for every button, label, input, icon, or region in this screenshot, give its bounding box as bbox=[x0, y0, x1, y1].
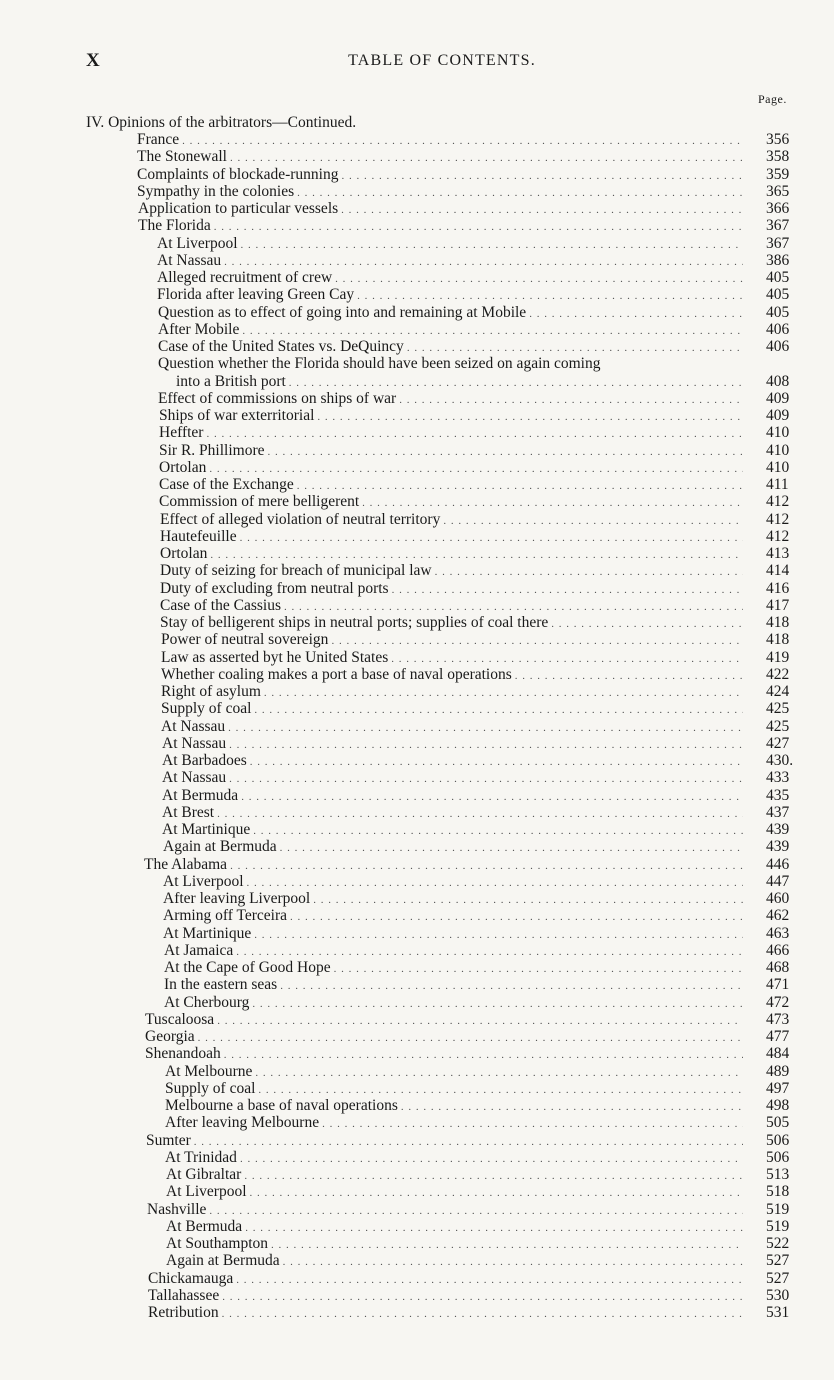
toc-entry-label: At Jamaica bbox=[164, 941, 234, 959]
toc-entry bbox=[166, 1166, 746, 1183]
toc-entry-label: Nashville bbox=[147, 1200, 207, 1218]
toc-entry bbox=[165, 1114, 746, 1131]
toc-entry-label: At Nassau bbox=[161, 717, 226, 735]
toc-entry-label: Effect of commissions on ships of war bbox=[158, 389, 397, 407]
page-header bbox=[0, 50, 834, 74]
toc-entry bbox=[165, 1149, 746, 1166]
toc-entry-page: 433 bbox=[766, 769, 790, 787]
toc-entry-page: 409 bbox=[766, 389, 790, 407]
toc-entry-label: Tallahassee bbox=[148, 1286, 220, 1304]
toc-entry bbox=[161, 683, 746, 700]
toc-entry bbox=[137, 131, 746, 148]
toc-entry-page: 418 bbox=[766, 614, 790, 631]
toc-entry-label: At Bermuda bbox=[162, 786, 239, 804]
toc-entry bbox=[162, 769, 746, 786]
toc-entry-page: 468 bbox=[766, 959, 790, 976]
toc-entry-label: Florida after leaving Green Cay bbox=[157, 286, 355, 304]
toc-entry-page: 416 bbox=[766, 579, 790, 597]
toc-entry-label: At Barbadoes bbox=[162, 752, 247, 769]
toc-entry-page: 446 bbox=[766, 855, 790, 873]
toc-entry-label: At Southampton bbox=[166, 1235, 269, 1252]
toc-entry bbox=[162, 804, 746, 821]
toc-entry bbox=[137, 166, 746, 183]
toc-entry-page: 366 bbox=[766, 200, 790, 217]
toc-entry-page: 365 bbox=[766, 182, 790, 200]
toc-entry bbox=[145, 1028, 746, 1045]
toc-entry-label: Power of neutral sovereign bbox=[161, 631, 329, 649]
toc-entry-label: Melbourne a base of naval operations bbox=[165, 1097, 398, 1114]
toc-entry-page: 447 bbox=[766, 872, 790, 890]
toc-entry-page: 497 bbox=[766, 1079, 790, 1097]
section-heading: IV. Opinions of the arbitrators—Continued. bbox=[86, 114, 357, 131]
toc-entry-label: Arming off Terceira bbox=[163, 907, 288, 925]
toc-entry bbox=[161, 649, 746, 666]
toc-entry-label: Sir R. Phillimore bbox=[159, 441, 265, 459]
toc-entry-label: Duty of excluding from neutral ports bbox=[160, 579, 389, 597]
toc-entry bbox=[147, 1201, 746, 1218]
toc-entry bbox=[165, 1097, 746, 1114]
toc-entry bbox=[160, 614, 746, 631]
toc-entry-label: Whether coaling makes a port a base of naval operations bbox=[161, 665, 512, 683]
toc-entry-page: 519 bbox=[766, 1200, 790, 1218]
toc-entry bbox=[161, 718, 746, 735]
toc-entry-label: The Alabama bbox=[144, 855, 228, 873]
toc-entry-label: Georgia bbox=[145, 1028, 195, 1045]
toc-entry bbox=[158, 390, 746, 407]
toc-entry-page: 477 bbox=[766, 1028, 790, 1045]
toc-entry-page: 437 bbox=[766, 803, 790, 821]
toc-entry bbox=[164, 994, 746, 1011]
toc-entry-page: 460 bbox=[766, 890, 790, 907]
toc-entry-page: 410 bbox=[766, 458, 790, 476]
toc-entry-page: 367 bbox=[766, 234, 790, 252]
toc-entry bbox=[137, 183, 746, 200]
toc-entry bbox=[137, 148, 746, 165]
toc-entry bbox=[161, 631, 746, 648]
toc-entry bbox=[148, 1270, 746, 1287]
toc-entry bbox=[165, 1080, 746, 1097]
toc-entry-label: Sumter bbox=[146, 1131, 191, 1149]
toc-entry-page: 413 bbox=[766, 545, 790, 562]
toc-entry-page: 422 bbox=[766, 665, 790, 683]
toc-entry-page: 417 bbox=[766, 596, 790, 614]
toc-entry-page: 358 bbox=[766, 148, 790, 166]
toc-entry bbox=[166, 1183, 746, 1200]
toc-entry bbox=[159, 407, 746, 424]
toc-entry bbox=[166, 1235, 746, 1252]
toc-entry-page: 386 bbox=[766, 251, 790, 269]
toc-entry bbox=[160, 511, 746, 528]
toc-entry-page: 405 bbox=[766, 269, 790, 286]
toc-entry-label: into a British port bbox=[176, 372, 286, 390]
toc-entry-page: 505 bbox=[766, 1114, 790, 1132]
toc-entry-page: 419 bbox=[766, 648, 790, 666]
toc-entry-label: Right of asylum bbox=[161, 683, 261, 700]
toc-entry-label: At Liverpool bbox=[157, 234, 238, 252]
toc-entry bbox=[158, 304, 746, 321]
toc-entry bbox=[158, 355, 748, 372]
toc-entry-page: 513 bbox=[766, 1166, 790, 1183]
toc-entry-label: Complaints of blockade-running bbox=[137, 165, 339, 183]
toc-entry-label: Ortolan bbox=[160, 545, 208, 562]
toc-entry-page: 410 bbox=[766, 424, 790, 442]
toc-entry-page: 424 bbox=[766, 683, 790, 700]
toc-entry-page: 519 bbox=[766, 1217, 790, 1235]
toc-entry-page: 473 bbox=[766, 1010, 790, 1028]
page-title: TABLE OF CONTENTS. bbox=[348, 52, 536, 69]
toc-entry-label: After leaving Liverpool bbox=[163, 890, 311, 907]
toc-entry-page: 414 bbox=[766, 562, 790, 580]
toc-entry-label: Case of the United States vs. DeQuincy bbox=[158, 338, 404, 355]
toc-entry bbox=[164, 959, 746, 976]
toc-entry-label: Application to particular vessels bbox=[138, 200, 339, 217]
toc-entry bbox=[161, 666, 746, 683]
toc-entry-page: 425 bbox=[766, 717, 790, 735]
toc-entry-label: At Martinique bbox=[162, 821, 251, 838]
toc-entry bbox=[159, 476, 746, 493]
toc-entry-page: 412 bbox=[766, 493, 790, 511]
toc-entry bbox=[164, 942, 746, 959]
toc-entry bbox=[163, 907, 746, 924]
toc-entry bbox=[160, 545, 746, 562]
toc-entry-label: Chickamauga bbox=[148, 1269, 234, 1287]
toc-entry bbox=[144, 856, 746, 873]
toc-entry bbox=[158, 321, 746, 338]
toc-entry-label: Again at Bermuda bbox=[166, 1252, 280, 1270]
toc-entry bbox=[157, 286, 746, 303]
toc-entry bbox=[166, 1252, 746, 1269]
toc-entry-label: Commission of mere belligerent bbox=[159, 493, 360, 511]
toc-entry bbox=[145, 1045, 746, 1062]
toc-entry bbox=[159, 493, 746, 510]
toc-entry bbox=[158, 338, 746, 355]
toc-entry-page: 472 bbox=[766, 993, 790, 1011]
toc-entry-page: 463 bbox=[766, 924, 790, 942]
toc-entry-label: At Nassau bbox=[157, 251, 222, 269]
toc-entry bbox=[164, 976, 746, 993]
toc-entry-label: Case of the Cassius bbox=[160, 596, 281, 614]
toc-entry-page: 410 bbox=[766, 441, 790, 459]
toc-entry-label: After Mobile bbox=[158, 320, 240, 338]
toc-entry-label: Heffter bbox=[159, 424, 204, 442]
toc-entry-label: Stay of belligerent ships in neutral ports; supplies of coal there bbox=[160, 614, 549, 631]
toc-entry-page: 418 bbox=[766, 631, 790, 649]
toc-entry-page: 498 bbox=[766, 1097, 790, 1114]
toc-entry bbox=[148, 1304, 746, 1321]
toc-entry-label: The Stonewall bbox=[137, 148, 227, 166]
toc-entry-label: Case of the Exchange bbox=[159, 476, 294, 493]
toc-entry-page: 425 bbox=[766, 700, 790, 718]
toc-entry-label: After leaving Melbourne bbox=[165, 1114, 320, 1132]
toc-entry-label: At Nassau bbox=[162, 769, 227, 787]
toc-entry bbox=[165, 1063, 746, 1080]
toc-entry bbox=[162, 735, 746, 752]
toc-entry bbox=[166, 1218, 746, 1235]
toc-entry-page: 518 bbox=[766, 1183, 790, 1201]
toc-entry-label: Alleged recruitment of crew bbox=[157, 269, 333, 286]
toc-entry bbox=[163, 838, 746, 855]
toc-entry-page: 405 bbox=[766, 286, 790, 304]
toc-entry bbox=[146, 1132, 746, 1149]
toc-entry bbox=[176, 373, 746, 390]
toc-entry-page: 405 bbox=[766, 303, 790, 321]
toc-entry-page: 530 bbox=[766, 1286, 790, 1304]
toc-entry-page: 435 bbox=[766, 786, 790, 804]
toc-entry-page: 412 bbox=[766, 510, 790, 528]
toc-entry bbox=[163, 890, 746, 907]
toc-entry bbox=[160, 597, 746, 614]
toc-entry-page: 506 bbox=[766, 1148, 790, 1166]
toc-entry-page: 356 bbox=[766, 131, 790, 148]
toc-entry-label: At Liverpool bbox=[166, 1183, 247, 1201]
toc-entry-label: Tuscaloosa bbox=[145, 1010, 215, 1028]
toc-entry-label: At Nassau bbox=[162, 734, 227, 752]
toc-entry-page: 489 bbox=[766, 1062, 790, 1080]
toc-entry bbox=[148, 1287, 746, 1304]
toc-entry-label: At Melbourne bbox=[165, 1062, 253, 1080]
toc-entry-page: 408 bbox=[766, 372, 790, 390]
toc-entry-label: Shenandoah bbox=[145, 1045, 221, 1063]
toc-entry-label: Retribution bbox=[148, 1304, 219, 1321]
toc-entry-label: Effect of alleged violation of neutral territory bbox=[160, 510, 441, 528]
toc-entry bbox=[162, 787, 746, 804]
toc-entry-label: At Trinidad bbox=[165, 1148, 237, 1166]
toc-entry-page: 427 bbox=[766, 734, 790, 752]
toc-entry-label: At the Cape of Good Hope bbox=[164, 959, 331, 976]
toc-entry bbox=[159, 442, 746, 459]
toc-entry-label: Supply of coal bbox=[165, 1079, 256, 1097]
toc-entry-label: At Martinique bbox=[163, 924, 252, 942]
toc-entry-label: The Florida bbox=[138, 217, 211, 235]
toc-entry-page: 522 bbox=[766, 1235, 790, 1252]
toc-entry bbox=[160, 528, 746, 545]
toc-entry-label: Question as to effect of going into and remaining at Mobile bbox=[158, 303, 527, 321]
toc-entry-label: Law as asserted byt he United States bbox=[161, 648, 389, 666]
toc-entry bbox=[160, 580, 746, 597]
toc-entry-page: 527 bbox=[766, 1269, 790, 1287]
toc-entry-page: 367 bbox=[766, 217, 790, 235]
toc-entry-page: 471 bbox=[766, 976, 790, 994]
toc-entry bbox=[138, 200, 746, 217]
toc-entry-label: Sympathy in the colonies bbox=[137, 182, 295, 200]
toc-entry bbox=[162, 752, 746, 769]
toc-entry bbox=[161, 700, 746, 717]
toc-entry-page: 466 bbox=[766, 941, 790, 959]
toc-entry bbox=[159, 424, 746, 441]
toc-entry bbox=[157, 269, 746, 286]
toc-entry-label: Hautefeuille bbox=[160, 527, 237, 545]
toc-entry-page: 359 bbox=[766, 165, 790, 183]
toc-entry bbox=[145, 1011, 746, 1028]
toc-entry-label: At Brest bbox=[162, 803, 215, 821]
toc-entry-page: 506 bbox=[766, 1131, 790, 1149]
toc-entry-label: France bbox=[137, 131, 180, 148]
page-number: X bbox=[86, 50, 100, 71]
toc-entry bbox=[157, 235, 746, 252]
page-column-label: Page. bbox=[758, 92, 787, 106]
toc-entry bbox=[163, 925, 746, 942]
toc-entry-page: 484 bbox=[766, 1045, 790, 1063]
toc-entry bbox=[159, 459, 746, 476]
toc-entry-page: 406 bbox=[766, 320, 790, 338]
toc-entry bbox=[160, 562, 746, 579]
toc-entry-label: At Cherbourg bbox=[164, 993, 250, 1011]
toc-entry bbox=[163, 873, 746, 890]
toc-entry-label: At Gibraltar bbox=[166, 1166, 242, 1183]
toc-entry-page: 430. bbox=[766, 752, 794, 769]
toc-entry-page: 411 bbox=[766, 476, 789, 493]
toc-entry-page: 406 bbox=[766, 338, 790, 355]
toc-entry-label: In the eastern seas bbox=[164, 976, 278, 994]
toc-entry-page: 409 bbox=[766, 407, 790, 424]
toc-entry-label: Again at Bermuda bbox=[163, 838, 277, 856]
toc-entry-label: At Liverpool bbox=[163, 872, 244, 890]
toc-entry-page: 531 bbox=[766, 1304, 790, 1321]
dot-leader bbox=[222, 1306, 743, 1323]
toc-entry-page: 462 bbox=[766, 907, 790, 925]
toc-entry-label: Question whether the Florida should have been seized on again coming bbox=[158, 355, 601, 373]
toc-entry-label: Ortolan bbox=[159, 458, 207, 476]
toc-entry-label: At Bermuda bbox=[166, 1217, 243, 1235]
toc-entry-page: 439 bbox=[766, 821, 790, 838]
toc-entry-page: 439 bbox=[766, 838, 790, 856]
toc-entry bbox=[157, 252, 746, 269]
toc-entry-label: Supply of coal bbox=[161, 700, 252, 718]
toc-entry-label: Ships of war exterritorial bbox=[159, 407, 315, 424]
toc-entry bbox=[138, 217, 746, 234]
toc-entry bbox=[162, 821, 746, 838]
toc-entry-page: 412 bbox=[766, 527, 790, 545]
toc-entry-label: Duty of seizing for breach of municipal law bbox=[160, 562, 432, 580]
toc-entry-page: 527 bbox=[766, 1252, 790, 1270]
